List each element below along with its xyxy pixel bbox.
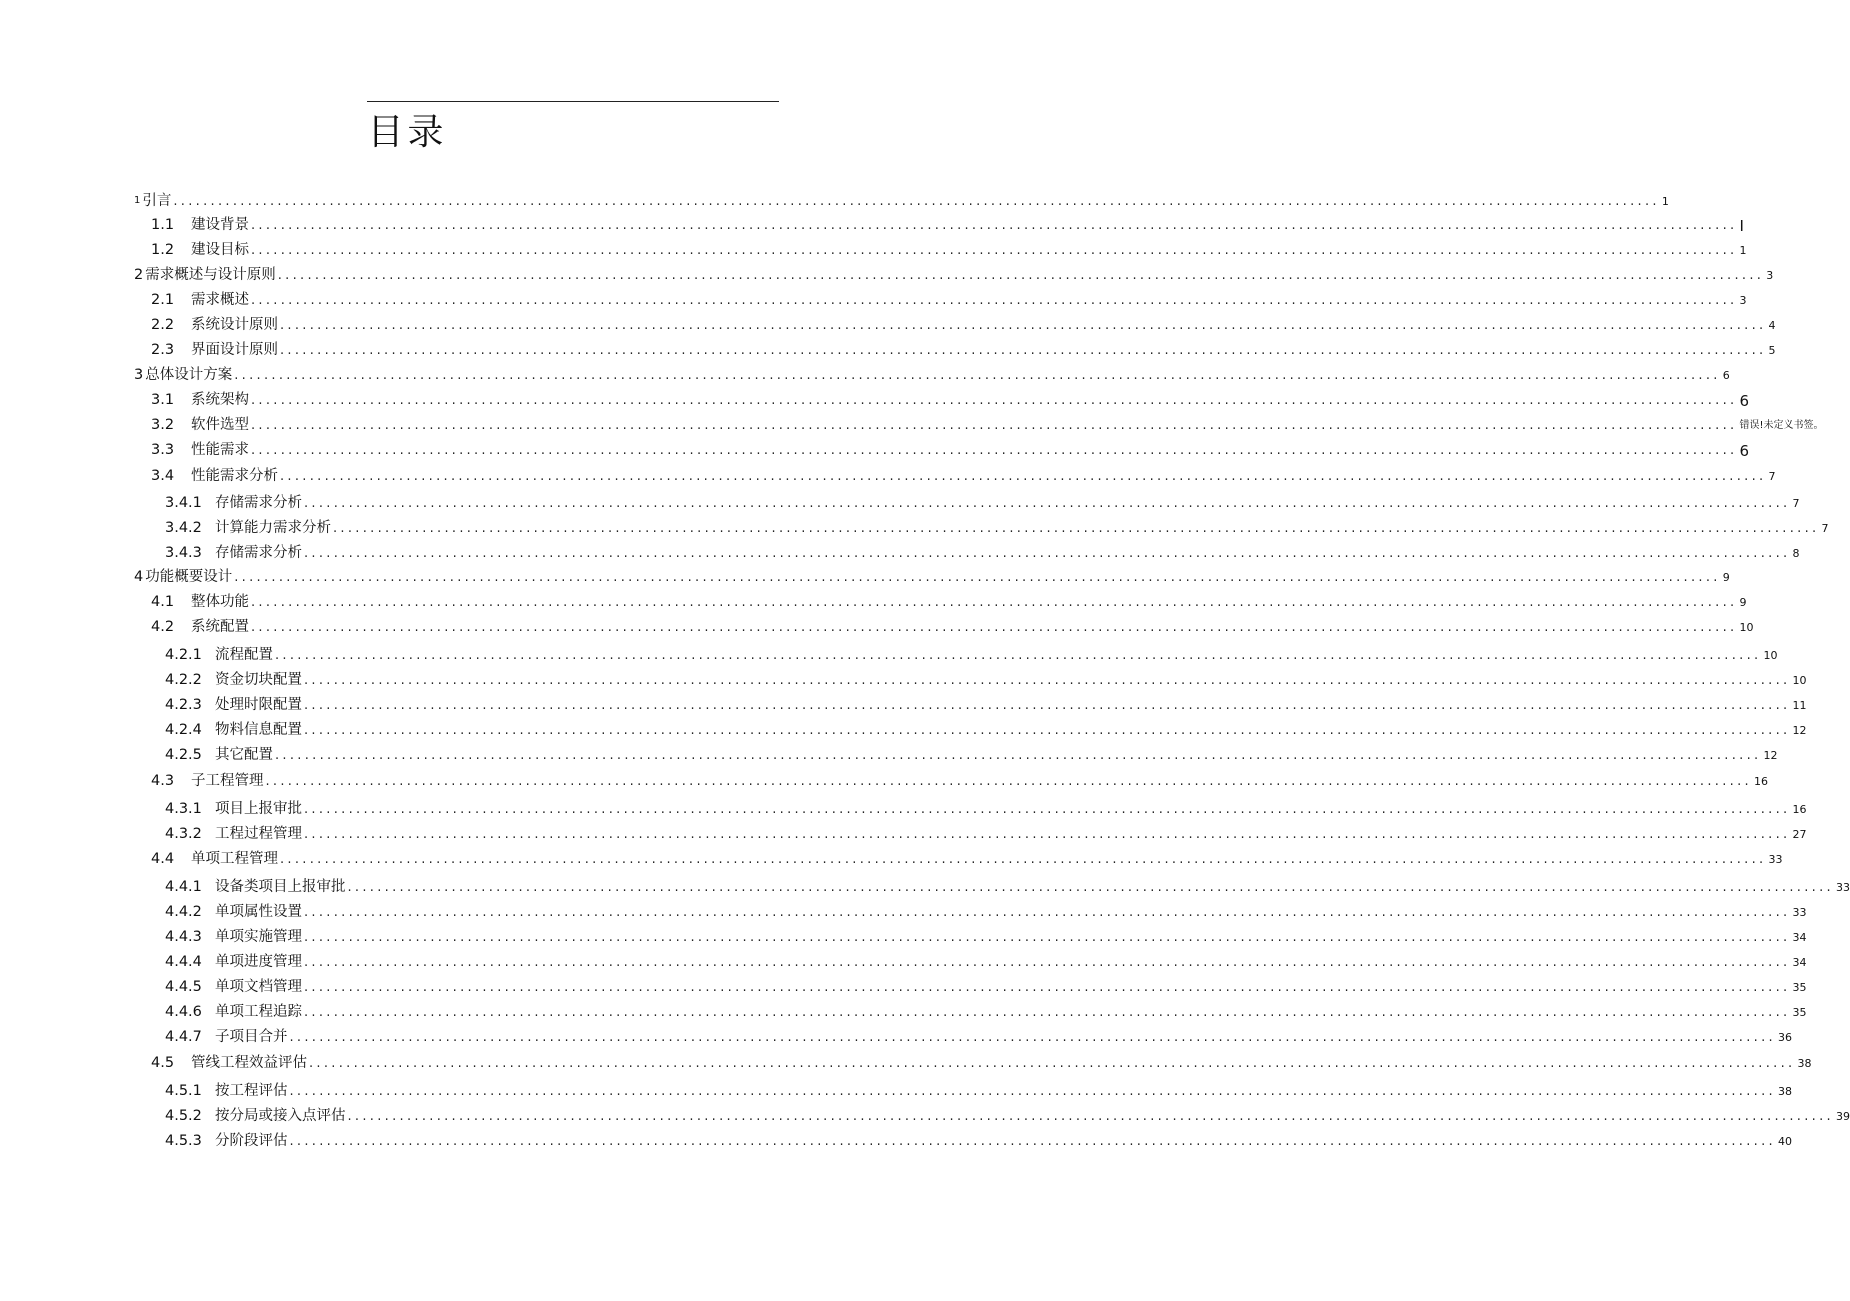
toc-entry[interactable] — [165, 926, 1807, 948]
toc-entry[interactable] — [165, 669, 1807, 691]
toc-leader-dots: ........................................................................................................................................................................................................ — [304, 827, 1791, 842]
toc-entry[interactable] — [165, 1105, 1850, 1127]
toc-entry-number: 4.3.1 — [165, 801, 202, 817]
toc-leader-dots: ........................................................................................................................................................................................................ — [275, 648, 1762, 663]
toc-entry-label: 资金切块配置 — [215, 672, 302, 688]
toc-leader-dots: ........................................................................................................................................................................................................ — [280, 852, 1767, 867]
toc-leader-dots: ........................................................................................................................................................................................................ — [289, 1134, 1776, 1149]
toc-leader-dots: ........................................................................................................................................................................................................ — [251, 293, 1738, 308]
toc-entry-page: 27 — [1792, 828, 1807, 841]
toc-entry[interactable] — [134, 190, 1669, 212]
toc-entry-page: 12 — [1763, 749, 1778, 762]
toc-entry[interactable] — [165, 1130, 1792, 1152]
toc-entry-label: 单项文档管理 — [215, 979, 302, 995]
toc-entry-number: 2.1 — [151, 292, 175, 308]
toc-entry-label: 建设目标 — [191, 242, 249, 258]
toc-entry[interactable] — [165, 644, 1778, 666]
toc-entry-label: 单项进度管理 — [215, 954, 302, 970]
toc-leader-dots: ........................................................................................................................................................................................................ — [265, 774, 1752, 789]
toc-entry-page: 5 — [1768, 344, 1776, 357]
toc-entry[interactable] — [151, 289, 1747, 311]
toc-entry[interactable] — [151, 214, 1744, 236]
toc-entry[interactable] — [165, 492, 1800, 514]
toc-entry[interactable] — [134, 566, 1730, 588]
toc-entry-number: 3 — [134, 367, 144, 383]
toc-leader-dots: ........................................................................................................................................................................................................ — [277, 268, 1765, 283]
toc-entry-page: 33 — [1768, 853, 1783, 866]
toc-entry[interactable] — [151, 339, 1776, 361]
toc-entry-label: 系统架构 — [191, 392, 249, 408]
toc-leader-dots: ........................................................................................................................................................................................................ — [304, 955, 1791, 970]
toc-entry-page: 6 — [1739, 442, 1750, 460]
toc-entry[interactable] — [151, 439, 1750, 461]
toc-entry-number: 1.2 — [151, 242, 175, 258]
toc-entry-page: 9 — [1722, 571, 1730, 584]
toc-entry-number: 4.4.4 — [165, 954, 202, 970]
toc-entry-label: 存储需求分析 — [215, 545, 302, 561]
toc-entry[interactable] — [165, 976, 1807, 998]
toc-entry-label: 功能概要设计 — [145, 569, 233, 585]
toc-entry-number: 4.5.1 — [165, 1083, 202, 1099]
toc-entry[interactable] — [165, 694, 1807, 716]
toc-entry-number: 3.1 — [151, 392, 175, 408]
toc-entry[interactable] — [165, 1001, 1807, 1023]
toc-leader-dots: ........................................................................................................................................................................................................ — [251, 393, 1738, 408]
toc-entry[interactable] — [165, 1080, 1792, 1102]
toc-entry-page: 33 — [1835, 881, 1850, 894]
toc-entry-number: 2.2 — [151, 317, 175, 333]
toc-entry-number: 1 — [134, 195, 141, 206]
toc-entry[interactable] — [165, 744, 1778, 766]
toc-entry-label: 单项工程管理 — [191, 851, 278, 867]
toc-entry[interactable] — [165, 1026, 1792, 1048]
toc-entry[interactable] — [165, 901, 1807, 923]
toc-entry-label: 需求概述 — [191, 292, 249, 308]
toc-leader-dots: ........................................................................................................................................................................................................ — [309, 1056, 1796, 1071]
toc-entry-number: 2.3 — [151, 342, 175, 358]
toc-entry-page: 33 — [1792, 906, 1807, 919]
toc-entry-label: 计算能力需求分析 — [215, 520, 331, 536]
toc-entry-number: 4.2.4 — [165, 722, 202, 738]
toc-entry-label: 流程配置 — [215, 647, 273, 663]
toc-entry[interactable] — [134, 364, 1730, 386]
toc-entry[interactable] — [165, 542, 1800, 564]
toc-entry-number: 4.4.6 — [165, 1004, 202, 1020]
toc-entry-label: 软件选型 — [191, 417, 249, 433]
toc-entry-number: 3.2 — [151, 417, 175, 433]
toc-entry-number: 4.2.5 — [165, 747, 202, 763]
toc-entry-page: 10 — [1763, 649, 1778, 662]
toc-entry-number: 4.2.2 — [165, 672, 202, 688]
toc-entry-number: 4.5 — [151, 1055, 175, 1071]
toc-entry-label: 性能需求 — [191, 442, 249, 458]
toc-entry-page: 35 — [1792, 981, 1807, 994]
toc-entry-label: 存储需求分析 — [215, 495, 302, 511]
toc-entry[interactable] — [151, 591, 1747, 613]
toc-entry-number: 3.4.2 — [165, 520, 202, 536]
toc-entry[interactable] — [165, 719, 1807, 741]
toc-entry-number: 4.1 — [151, 594, 175, 610]
toc-leader-dots: ........................................................................................................................................................................................................ — [280, 318, 1767, 333]
toc-entry[interactable] — [165, 823, 1807, 845]
toc-leader-dots: ........................................................................................................................................................................................................ — [289, 1084, 1776, 1099]
toc-leader-dots: ........................................................................................................................................................................................................ — [280, 343, 1767, 358]
toc-entry-page: 7 — [1768, 470, 1776, 483]
toc-entry-page: 1 — [1739, 244, 1747, 257]
toc-leader-dots: ........................................................................................................................................................................................................ — [347, 1109, 1834, 1124]
toc-leader-dots: ........................................................................................................................................................................................................ — [280, 469, 1767, 484]
toc-entry-page: 8 — [1792, 547, 1800, 560]
toc-entry-label: 建设背景 — [191, 217, 249, 233]
toc-entry-page: 35 — [1792, 1006, 1807, 1019]
toc-entry-page: 12 — [1792, 724, 1807, 737]
toc-entry-number: 4.5.3 — [165, 1133, 202, 1149]
toc-entry-label: 需求概述与设计原则 — [145, 267, 276, 283]
toc-entry-page: 10 — [1792, 674, 1807, 687]
toc-entry-number: 4.2.3 — [165, 697, 202, 713]
toc-entry-page: 16 — [1792, 803, 1807, 816]
toc-entry-page: 6 — [1722, 369, 1730, 382]
toc-entry-number: 3.4.1 — [165, 495, 202, 511]
toc-entry[interactable] — [151, 465, 1776, 487]
toc-entry-label: 工程过程管理 — [215, 826, 302, 842]
toc-entry-page: 3 — [1739, 294, 1747, 307]
toc-leader-dots: ........................................................................................................................................................................................................ — [304, 802, 1791, 817]
toc-leader-dots: ........................................................................................................................................................................................................ — [251, 443, 1738, 458]
toc-entry-label: 系统设计原则 — [191, 317, 278, 333]
toc-leader-dots: ........................................................................................................................................................................................................ — [304, 673, 1791, 688]
toc-entry-page: 7 — [1821, 522, 1829, 535]
toc-entry-number: 4 — [134, 569, 144, 585]
toc-entry-label: 设备类项目上报审批 — [215, 879, 346, 895]
toc-entry-label: 按分局或接入点评估 — [215, 1108, 346, 1124]
toc-entry-label: 子项目合并 — [215, 1029, 288, 1045]
toc-entry-number: 4.4.1 — [165, 879, 202, 895]
toc-entry-number: 4.4.7 — [165, 1029, 202, 1045]
toc-entry-label: 其它配置 — [215, 747, 273, 763]
toc-entry-page: 39 — [1835, 1110, 1850, 1123]
toc-entry-page: 40 — [1777, 1135, 1792, 1148]
toc-entry-label: 子工程管理 — [191, 773, 264, 789]
toc-entry-page: 3 — [1766, 269, 1774, 282]
toc-entry-label: 引言 — [142, 193, 172, 209]
toc-leader-dots: ........................................................................................................................................................................................................ — [304, 723, 1791, 738]
toc-entry-label: 分阶段评估 — [215, 1133, 288, 1149]
toc-entry-label: 物料信息配置 — [215, 722, 302, 738]
toc-entry-page: 38 — [1797, 1057, 1812, 1070]
toc-entry-label: 单项工程追踪 — [215, 1004, 302, 1020]
toc-entry[interactable] — [165, 876, 1850, 898]
toc-entry-number: 1.1 — [151, 217, 175, 233]
page-title: 目录 — [367, 112, 448, 153]
toc-entry[interactable] — [165, 951, 1807, 973]
toc-leader-dots: ........................................................................................................................................................................................................ — [304, 496, 1791, 511]
toc-leader-dots: ........................................................................................................................................................................................................ — [251, 620, 1738, 635]
toc-entry-number: 4.5.2 — [165, 1108, 202, 1124]
toc-entry-page: 9 — [1739, 596, 1747, 609]
toc-entry-number: 4.4.3 — [165, 929, 202, 945]
toc-leader-dots: ........................................................................................................................................................................................................ — [304, 980, 1791, 995]
toc-entry-number: 4.2.1 — [165, 647, 202, 663]
toc-entry[interactable] — [151, 616, 1754, 638]
toc-entry-number: 4.4.5 — [165, 979, 202, 995]
toc-entry-label: 单项属性设置 — [215, 904, 302, 920]
toc-leader-dots: ........................................................................................................................................................................................................ — [333, 521, 1820, 536]
toc-entry-number: 4.3 — [151, 773, 175, 789]
toc-leader-dots: ........................................................................................................................................................................................................ — [304, 1005, 1791, 1020]
toc-leader-dots: ........................................................................................................................................................................................................ — [289, 1030, 1776, 1045]
toc-entry-number: 3.4 — [151, 468, 175, 484]
toc-entry-number: 4.4.2 — [165, 904, 202, 920]
toc-entry-page: 16 — [1753, 775, 1768, 788]
toc-entry-page: 38 — [1777, 1085, 1792, 1098]
toc-entry-page: 34 — [1792, 931, 1807, 944]
toc-entry[interactable] — [151, 239, 1747, 261]
toc-entry-number: 4.2 — [151, 619, 175, 635]
toc-entry-number: 3.3 — [151, 442, 175, 458]
toc-entry-number: 4.3.2 — [165, 826, 202, 842]
toc-entry-label: 按工程评估 — [215, 1083, 288, 1099]
toc-entry[interactable] — [134, 264, 1774, 286]
toc-entry[interactable] — [151, 314, 1776, 336]
toc-leader-dots: ........................................................................................................................................................................................................ — [304, 930, 1791, 945]
toc-entry-page: 7 — [1792, 497, 1800, 510]
toc-leader-dots: ........................................................................................................................................................................................................ — [234, 570, 1721, 585]
toc-entry[interactable] — [151, 389, 1750, 411]
toc-leader-dots: ........................................................................................................................................................................................................ — [251, 243, 1738, 258]
toc-entry-label: 整体功能 — [191, 594, 249, 610]
toc-entry-page: 4 — [1768, 319, 1776, 332]
toc-entry-label: 管线工程效益评估 — [191, 1055, 307, 1071]
toc-leader-dots: ........................................................................................................................................................................................................ — [251, 595, 1738, 610]
toc-leader-dots: ........................................................................................................................................................................................................ — [173, 194, 1660, 209]
toc-entry-page: I — [1739, 217, 1744, 235]
toc-entry-label: 性能需求分析 — [191, 468, 278, 484]
toc-entry-number: 2 — [134, 267, 144, 283]
toc-leader-dots: ........................................................................................................................................................................................................ — [304, 546, 1791, 561]
toc-entry[interactable] — [151, 770, 1768, 792]
toc-leader-dots: ........................................................................................................................................................................................................ — [304, 905, 1791, 920]
toc-entry-page: 错误!未定义书签。 — [1739, 420, 1824, 431]
toc-leader-dots: ........................................................................................................................................................................................................ — [234, 368, 1721, 383]
toc-entry-label: 界面设计原则 — [191, 342, 278, 358]
toc-entry-number: 4.4 — [151, 851, 175, 867]
toc-leader-dots: ........................................................................................................................................................................................................ — [347, 880, 1834, 895]
toc-leader-dots: ........................................................................................................................................................................................................ — [251, 218, 1738, 233]
toc-entry-label: 单项实施管理 — [215, 929, 302, 945]
toc-leader-dots: ........................................................................................................................................................................................................ — [304, 698, 1791, 713]
toc-entry-page: 10 — [1739, 621, 1754, 634]
toc-leader-dots: ........................................................................................................................................................................................................ — [275, 748, 1762, 763]
toc-entry-page: 34 — [1792, 956, 1807, 969]
toc-entry-page: 1 — [1661, 195, 1669, 208]
toc-entry-label: 总体设计方案 — [145, 367, 233, 383]
toc-leader-dots: ........................................................................................................................................................................................................ — [251, 418, 1738, 433]
toc-entry[interactable] — [165, 798, 1807, 820]
toc-entry-label: 系统配置 — [191, 619, 249, 635]
toc-entry-label: 处理时限配置 — [215, 697, 302, 713]
toc-entry-label: 项目上报审批 — [215, 801, 302, 817]
toc-entry-page: 11 — [1792, 699, 1807, 712]
toc-entry-page: 36 — [1777, 1031, 1792, 1044]
toc-entry[interactable] — [151, 1052, 1812, 1074]
toc-entry-number: 3.4.3 — [165, 545, 202, 561]
toc-entry-page: 6 — [1739, 392, 1750, 410]
toc-entry[interactable] — [151, 414, 1824, 436]
toc-entry[interactable] — [165, 517, 1829, 539]
toc-entry[interactable] — [151, 848, 1783, 870]
